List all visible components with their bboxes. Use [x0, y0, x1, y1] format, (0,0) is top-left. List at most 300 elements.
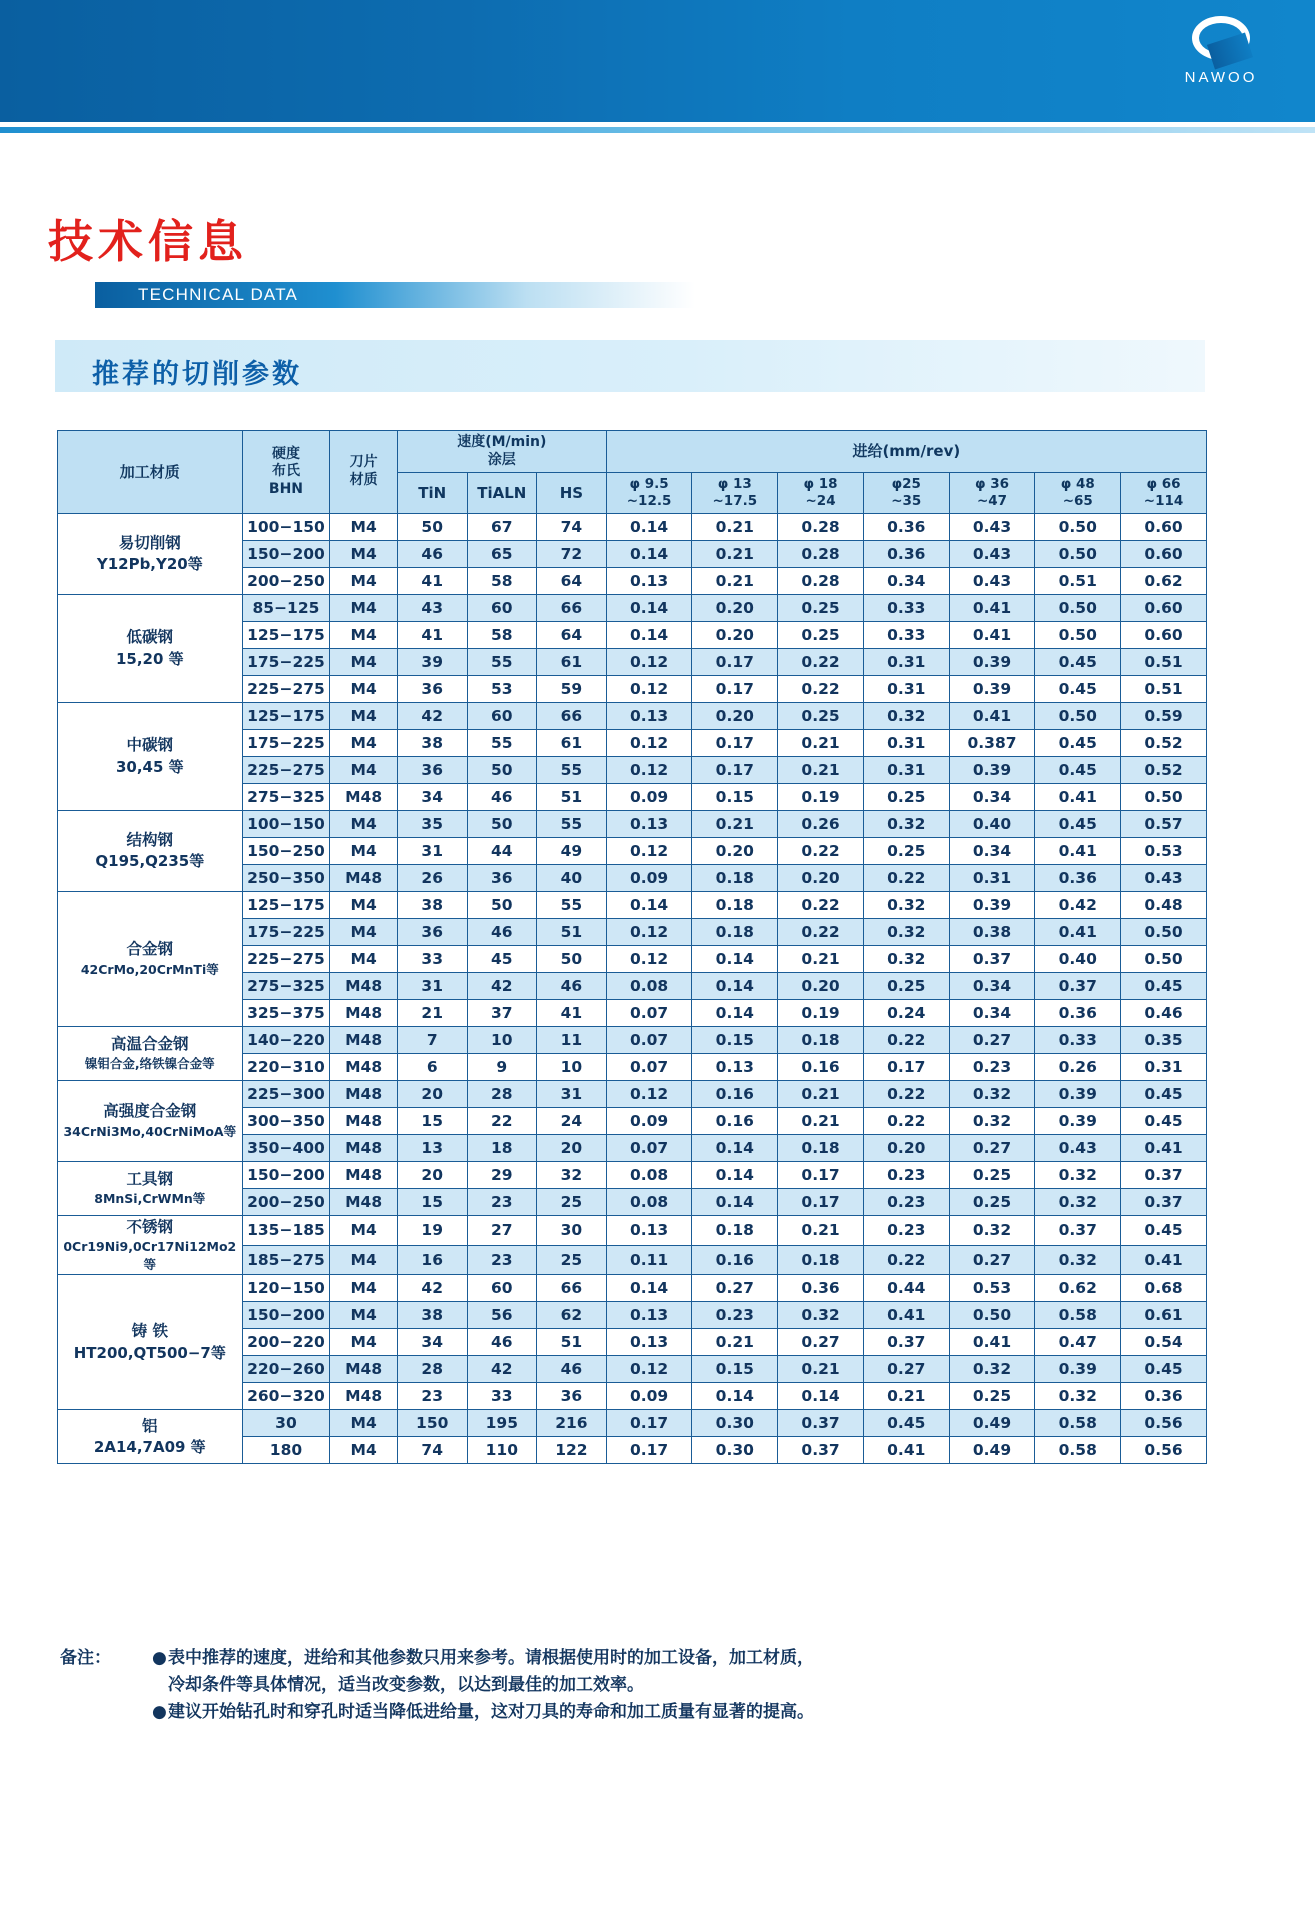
- section-heading: 推荐的切削参数: [92, 359, 302, 390]
- th-feed-group: 进给(mm/rev): [606, 431, 1206, 473]
- speed-hs-cell: 36: [537, 1383, 607, 1410]
- feed-cell-1: 0.27: [692, 1275, 778, 1302]
- insert-cell: M48: [330, 972, 398, 999]
- th-feed-4-l2: ~47: [976, 492, 1008, 509]
- feed-cell-0: 0.12: [606, 756, 692, 783]
- th-feed-4-l1: φ 36: [974, 476, 1010, 492]
- feed-cell-6: 0.35: [1121, 1026, 1207, 1053]
- feed-cell-3: 0.25: [863, 783, 949, 810]
- feed-cell-2: 0.26: [778, 810, 864, 837]
- speed-tialn-cell: 27: [467, 1215, 537, 1245]
- feed-cell-1: 0.20: [692, 594, 778, 621]
- speed-hs-cell: 24: [537, 1107, 607, 1134]
- speed-tialn-cell: 45: [467, 945, 537, 972]
- insert-cell: M4: [330, 945, 398, 972]
- hardness-cell: 225−275: [242, 756, 330, 783]
- feed-cell-2: 0.16: [778, 1053, 864, 1080]
- header-accent-rule: [0, 127, 1315, 133]
- speed-hs-cell: 55: [537, 810, 607, 837]
- speed-tialn-cell: 9: [467, 1053, 537, 1080]
- feed-cell-2: 0.28: [778, 567, 864, 594]
- table-row: [58, 1080, 1207, 1107]
- feed-cell-4: 0.387: [949, 729, 1035, 756]
- feed-cell-1: 0.18: [692, 864, 778, 891]
- speed-tin-cell: 38: [397, 729, 467, 756]
- feed-cell-6: 0.37: [1121, 1161, 1207, 1188]
- feed-cell-4: 0.50: [949, 1302, 1035, 1329]
- speed-tin-cell: 7: [397, 1026, 467, 1053]
- feed-cell-6: 0.52: [1121, 756, 1207, 783]
- feed-cell-3: 0.17: [863, 1053, 949, 1080]
- material-sub-small: 34CrNi3Mo,40CrNiMoA等: [63, 1123, 237, 1139]
- insert-cell: M4: [330, 1215, 398, 1245]
- feed-cell-5: 0.41: [1035, 918, 1121, 945]
- speed-hs-cell: 64: [537, 567, 607, 594]
- feed-cell-5: 0.32: [1035, 1188, 1121, 1215]
- feed-cell-2: 0.25: [778, 702, 864, 729]
- hardness-cell: 275−325: [242, 783, 330, 810]
- feed-cell-1: 0.15: [692, 783, 778, 810]
- th-speed-tialn: TiALN: [467, 473, 537, 514]
- feed-cell-5: 0.45: [1035, 729, 1121, 756]
- feed-cell-2: 0.21: [778, 729, 864, 756]
- speed-tin-cell: 150: [397, 1410, 467, 1437]
- feed-cell-2: 0.19: [778, 783, 864, 810]
- speed-tialn-cell: 55: [467, 648, 537, 675]
- th-feed-5: [1035, 473, 1121, 514]
- feed-cell-4: 0.38: [949, 918, 1035, 945]
- insert-cell: M4: [330, 567, 398, 594]
- speed-tialn-cell: 29: [467, 1161, 537, 1188]
- th-feed-6-l1: φ 66: [1146, 476, 1181, 492]
- feed-cell-1: 0.16: [692, 1245, 778, 1275]
- speed-tin-cell: 41: [397, 567, 467, 594]
- speed-tialn-cell: 42: [467, 1356, 537, 1383]
- speed-hs-cell: 62: [537, 1302, 607, 1329]
- table-row: [58, 1275, 1207, 1302]
- hardness-cell: 125−175: [242, 702, 330, 729]
- feed-cell-6: 0.45: [1121, 1215, 1207, 1245]
- feed-cell-3: 0.32: [863, 810, 949, 837]
- feed-cell-3: 0.25: [863, 837, 949, 864]
- speed-tialn-cell: 50: [467, 810, 537, 837]
- feed-cell-3: 0.23: [863, 1161, 949, 1188]
- feed-cell-0: 0.14: [606, 594, 692, 621]
- hardness-cell: 200−250: [242, 567, 330, 594]
- feed-cell-4: 0.27: [949, 1245, 1035, 1275]
- feed-cell-0: 0.11: [606, 1245, 692, 1275]
- table-row: [58, 513, 1207, 540]
- hardness-cell: 250−350: [242, 864, 330, 891]
- feed-cell-1: 0.14: [692, 945, 778, 972]
- hardness-cell: 175−225: [242, 648, 330, 675]
- speed-tin-cell: 35: [397, 810, 467, 837]
- feed-cell-5: 0.58: [1035, 1410, 1121, 1437]
- speed-tin-cell: 50: [397, 513, 467, 540]
- feed-cell-3: 0.45: [863, 1410, 949, 1437]
- speed-hs-cell: 31: [537, 1080, 607, 1107]
- feed-cell-4: 0.39: [949, 648, 1035, 675]
- speed-hs-cell: 41: [537, 999, 607, 1026]
- hardness-cell: 125−175: [242, 891, 330, 918]
- insert-cell: M4: [330, 513, 398, 540]
- speed-tialn-cell: 50: [467, 891, 537, 918]
- feed-cell-2: 0.17: [778, 1188, 864, 1215]
- feed-cell-0: 0.12: [606, 648, 692, 675]
- speed-tin-cell: 15: [397, 1188, 467, 1215]
- speed-tin-cell: 34: [397, 1329, 467, 1356]
- feed-cell-4: 0.39: [949, 756, 1035, 783]
- feed-cell-2: 0.28: [778, 540, 864, 567]
- page-title: 技术信息: [48, 215, 249, 268]
- feed-cell-5: 0.41: [1035, 783, 1121, 810]
- feed-cell-4: 0.43: [949, 513, 1035, 540]
- th-feed-2-l2: ~24: [805, 492, 836, 509]
- feed-cell-5: 0.62: [1035, 1275, 1121, 1302]
- feed-cell-4: 0.39: [949, 675, 1035, 702]
- speed-hs-cell: 50: [537, 945, 607, 972]
- material-cell: [58, 594, 243, 702]
- feed-cell-0: 0.13: [606, 702, 692, 729]
- feed-cell-0: 0.09: [606, 783, 692, 810]
- insert-cell: M48: [330, 1134, 398, 1161]
- feed-cell-0: 0.12: [606, 945, 692, 972]
- hardness-cell: 100−150: [242, 513, 330, 540]
- speed-hs-cell: 216: [537, 1410, 607, 1437]
- hardness-cell: 140−220: [242, 1026, 330, 1053]
- material-name: 中碳钢: [126, 736, 174, 755]
- feed-cell-3: 0.32: [863, 945, 949, 972]
- speed-tialn-cell: 22: [467, 1107, 537, 1134]
- speed-tialn-cell: 23: [467, 1245, 537, 1275]
- th-feed-0-l1: φ 9.5: [629, 476, 669, 492]
- feed-cell-1: 0.20: [692, 702, 778, 729]
- feed-cell-6: 0.45: [1121, 1107, 1207, 1134]
- th-feed-5-l2: ~65: [1062, 492, 1093, 509]
- hardness-cell: 260−320: [242, 1383, 330, 1410]
- feed-cell-0: 0.14: [606, 621, 692, 648]
- speed-hs-cell: 66: [537, 594, 607, 621]
- speed-tin-cell: 39: [397, 648, 467, 675]
- feed-cell-5: 0.39: [1035, 1107, 1121, 1134]
- insert-cell: M4: [330, 756, 398, 783]
- feed-cell-2: 0.36: [778, 1275, 864, 1302]
- table-row: [58, 1410, 1207, 1437]
- feed-cell-1: 0.16: [692, 1080, 778, 1107]
- speed-tialn-cell: 46: [467, 783, 537, 810]
- speed-tialn-cell: 50: [467, 756, 537, 783]
- feed-cell-3: 0.44: [863, 1275, 949, 1302]
- feed-cell-0: 0.14: [606, 891, 692, 918]
- table-header-row-1: [58, 431, 1207, 473]
- speed-tin-cell: 46: [397, 540, 467, 567]
- hardness-cell: 175−225: [242, 918, 330, 945]
- speed-hs-cell: 55: [537, 891, 607, 918]
- th-feed-3-l2: ~35: [891, 492, 922, 509]
- feed-cell-6: 0.60: [1121, 513, 1207, 540]
- material-name: 铝: [142, 1416, 158, 1435]
- th-feed-1-l2: ~17.5: [712, 492, 758, 509]
- th-feed-5-l1: φ 48: [1060, 476, 1095, 492]
- hardness-cell: 100−150: [242, 810, 330, 837]
- th-feed-6: [1121, 473, 1207, 514]
- th-hardness-l3: BHN: [268, 480, 304, 497]
- speed-hs-cell: 49: [537, 837, 607, 864]
- feed-cell-2: 0.22: [778, 918, 864, 945]
- brand-name: NAWOO: [1184, 69, 1258, 86]
- feed-cell-2: 0.22: [778, 891, 864, 918]
- speed-tialn-cell: 58: [467, 567, 537, 594]
- table-head: [58, 431, 1207, 514]
- feed-cell-1: 0.13: [692, 1053, 778, 1080]
- feed-cell-5: 0.36: [1035, 864, 1121, 891]
- feed-cell-1: 0.17: [692, 648, 778, 675]
- speed-hs-cell: 25: [537, 1245, 607, 1275]
- feed-cell-1: 0.17: [692, 675, 778, 702]
- feed-cell-6: 0.50: [1121, 918, 1207, 945]
- feed-cell-6: 0.60: [1121, 540, 1207, 567]
- feed-cell-5: 0.43: [1035, 1134, 1121, 1161]
- material-cell: [58, 810, 243, 891]
- insert-cell: M48: [330, 1107, 398, 1134]
- speed-tialn-cell: 44: [467, 837, 537, 864]
- speed-tin-cell: 36: [397, 918, 467, 945]
- speed-hs-cell: 32: [537, 1161, 607, 1188]
- speed-tin-cell: 41: [397, 621, 467, 648]
- insert-cell: M4: [330, 891, 398, 918]
- feed-cell-0: 0.12: [606, 729, 692, 756]
- speed-hs-cell: 25: [537, 1188, 607, 1215]
- speed-tin-cell: 13: [397, 1134, 467, 1161]
- feed-cell-6: 0.31: [1121, 1053, 1207, 1080]
- feed-cell-0: 0.12: [606, 1356, 692, 1383]
- hardness-cell: 125−175: [242, 621, 330, 648]
- feed-cell-6: 0.50: [1121, 945, 1207, 972]
- page-subtitle: TECHNICAL DATA: [138, 285, 299, 304]
- feed-cell-5: 0.45: [1035, 648, 1121, 675]
- feed-cell-2: 0.32: [778, 1302, 864, 1329]
- th-hardness-l2: 布氏: [271, 463, 300, 480]
- feed-cell-5: 0.33: [1035, 1026, 1121, 1053]
- insert-cell: M48: [330, 1356, 398, 1383]
- feed-cell-4: 0.32: [949, 1215, 1035, 1245]
- feed-cell-3: 0.25: [863, 972, 949, 999]
- th-hardness-l1: 硬度: [271, 445, 300, 462]
- feed-cell-0: 0.07: [606, 1026, 692, 1053]
- feed-cell-5: 0.50: [1035, 540, 1121, 567]
- hardness-cell: 180: [242, 1437, 330, 1464]
- feed-cell-2: 0.18: [778, 1134, 864, 1161]
- speed-tin-cell: 31: [397, 972, 467, 999]
- hardness-cell: 275−325: [242, 972, 330, 999]
- hardness-cell: 150−200: [242, 540, 330, 567]
- speed-tin-cell: 36: [397, 756, 467, 783]
- speed-tin-cell: 16: [397, 1245, 467, 1275]
- hardness-cell: 225−275: [242, 675, 330, 702]
- speed-hs-cell: 51: [537, 1329, 607, 1356]
- material-sub-small: 镍钼合金,络铁镍合金等: [84, 1056, 215, 1072]
- feed-cell-1: 0.14: [692, 972, 778, 999]
- feed-cell-5: 0.51: [1035, 567, 1121, 594]
- th-insert: [330, 431, 398, 514]
- hardness-cell: 220−310: [242, 1053, 330, 1080]
- feed-cell-3: 0.22: [863, 1245, 949, 1275]
- hardness-cell: 350−400: [242, 1134, 330, 1161]
- feed-cell-0: 0.09: [606, 1383, 692, 1410]
- feed-cell-3: 0.21: [863, 1383, 949, 1410]
- feed-cell-2: 0.21: [778, 1215, 864, 1245]
- feed-cell-0: 0.08: [606, 1188, 692, 1215]
- table-row: [58, 891, 1207, 918]
- insert-cell: M4: [330, 729, 398, 756]
- hardness-cell: 225−300: [242, 1080, 330, 1107]
- speed-tin-cell: 38: [397, 1302, 467, 1329]
- material-sub: 30,45 等: [115, 757, 184, 776]
- speed-hs-cell: 51: [537, 918, 607, 945]
- feed-cell-2: 0.37: [778, 1437, 864, 1464]
- speed-hs-cell: 66: [537, 1275, 607, 1302]
- speed-hs-cell: 74: [537, 513, 607, 540]
- feed-cell-2: 0.19: [778, 999, 864, 1026]
- feed-cell-5: 0.32: [1035, 1161, 1121, 1188]
- material-name: 结构钢: [126, 830, 174, 849]
- material-cell: [58, 1215, 243, 1275]
- feed-cell-3: 0.32: [863, 891, 949, 918]
- feed-cell-3: 0.22: [863, 1026, 949, 1053]
- hardness-cell: 30: [242, 1410, 330, 1437]
- feed-cell-1: 0.14: [692, 1161, 778, 1188]
- speed-hs-cell: 40: [537, 864, 607, 891]
- feed-cell-0: 0.13: [606, 1329, 692, 1356]
- feed-cell-2: 0.22: [778, 675, 864, 702]
- speed-tin-cell: 34: [397, 783, 467, 810]
- insert-cell: M4: [330, 1275, 398, 1302]
- speed-tialn-cell: 56: [467, 1302, 537, 1329]
- feed-cell-4: 0.27: [949, 1134, 1035, 1161]
- note-2: [152, 1699, 1240, 1726]
- feed-cell-1: 0.18: [692, 1215, 778, 1245]
- speed-tialn-cell: 28: [467, 1080, 537, 1107]
- bullet-icon: ●: [152, 1702, 167, 1723]
- insert-cell: M48: [330, 1383, 398, 1410]
- feed-cell-4: 0.34: [949, 837, 1035, 864]
- speed-tialn-cell: 65: [467, 540, 537, 567]
- speed-tialn-cell: 60: [467, 1275, 537, 1302]
- feed-cell-4: 0.27: [949, 1026, 1035, 1053]
- insert-cell: M4: [330, 621, 398, 648]
- th-insert-l1: 刀片: [349, 454, 378, 471]
- th-material: 加工材质: [58, 431, 243, 514]
- feed-cell-1: 0.21: [692, 513, 778, 540]
- insert-cell: M4: [330, 1245, 398, 1275]
- speed-tin-cell: 20: [397, 1080, 467, 1107]
- material-cell: [58, 1275, 243, 1410]
- th-feed-0: [606, 473, 692, 514]
- table-row: [58, 594, 1207, 621]
- feed-cell-6: 0.51: [1121, 648, 1207, 675]
- feed-cell-5: 0.45: [1035, 675, 1121, 702]
- speed-hs-cell: 66: [537, 702, 607, 729]
- feed-cell-1: 0.15: [692, 1356, 778, 1383]
- speed-tin-cell: 31: [397, 837, 467, 864]
- table-body: [58, 513, 1207, 1464]
- hardness-cell: 300−350: [242, 1107, 330, 1134]
- hardness-cell: 150−250: [242, 837, 330, 864]
- feed-cell-5: 0.50: [1035, 513, 1121, 540]
- feed-cell-3: 0.27: [863, 1356, 949, 1383]
- insert-cell: M48: [330, 1026, 398, 1053]
- speed-tin-cell: 21: [397, 999, 467, 1026]
- feed-cell-3: 0.37: [863, 1329, 949, 1356]
- speed-tialn-cell: 23: [467, 1188, 537, 1215]
- speed-hs-cell: 51: [537, 783, 607, 810]
- material-sub: Y12Pb,Y20等: [96, 555, 203, 574]
- material-name: 合金钢: [126, 940, 174, 959]
- speed-tialn-cell: 46: [467, 918, 537, 945]
- feed-cell-3: 0.32: [863, 702, 949, 729]
- speed-tialn-cell: 46: [467, 1329, 537, 1356]
- feed-cell-4: 0.32: [949, 1356, 1035, 1383]
- feed-cell-1: 0.14: [692, 1383, 778, 1410]
- feed-cell-5: 0.45: [1035, 810, 1121, 837]
- speed-tin-cell: 20: [397, 1161, 467, 1188]
- feed-cell-4: 0.25: [949, 1161, 1035, 1188]
- feed-cell-4: 0.43: [949, 540, 1035, 567]
- speed-hs-cell: 11: [537, 1026, 607, 1053]
- feed-cell-6: 0.52: [1121, 729, 1207, 756]
- feed-cell-0: 0.13: [606, 567, 692, 594]
- feed-cell-0: 0.07: [606, 1053, 692, 1080]
- feed-cell-6: 0.41: [1121, 1245, 1207, 1275]
- feed-cell-0: 0.08: [606, 1161, 692, 1188]
- notes-body: [152, 1645, 1240, 1727]
- speed-hs-cell: 61: [537, 729, 607, 756]
- feed-cell-0: 0.13: [606, 1302, 692, 1329]
- speed-tialn-cell: 18: [467, 1134, 537, 1161]
- feed-cell-6: 0.60: [1121, 594, 1207, 621]
- insert-cell: M4: [330, 675, 398, 702]
- feed-cell-0: 0.08: [606, 972, 692, 999]
- th-insert-l2: 材质: [349, 471, 378, 488]
- insert-cell: M4: [330, 1410, 398, 1437]
- feed-cell-2: 0.21: [778, 1356, 864, 1383]
- feed-cell-6: 0.53: [1121, 837, 1207, 864]
- notes-label: 备注：: [60, 1648, 111, 1668]
- insert-cell: M4: [330, 918, 398, 945]
- insert-cell: M4: [330, 702, 398, 729]
- material-name: 高强度合金钢: [103, 1102, 197, 1121]
- speed-tialn-cell: 42: [467, 972, 537, 999]
- feed-cell-0: 0.17: [606, 1437, 692, 1464]
- speed-tialn-cell: 55: [467, 729, 537, 756]
- insert-cell: M48: [330, 999, 398, 1026]
- feed-cell-3: 0.22: [863, 864, 949, 891]
- feed-cell-6: 0.56: [1121, 1410, 1207, 1437]
- feed-cell-6: 0.51: [1121, 675, 1207, 702]
- feed-cell-4: 0.53: [949, 1275, 1035, 1302]
- feed-cell-5: 0.47: [1035, 1329, 1121, 1356]
- speed-tin-cell: 74: [397, 1437, 467, 1464]
- feed-cell-4: 0.25: [949, 1383, 1035, 1410]
- speed-tialn-cell: 10: [467, 1026, 537, 1053]
- feed-cell-6: 0.62: [1121, 567, 1207, 594]
- material-name: 高温合金钢: [111, 1034, 189, 1053]
- speed-tin-cell: 43: [397, 594, 467, 621]
- feed-cell-1: 0.15: [692, 1026, 778, 1053]
- hardness-cell: 225−275: [242, 945, 330, 972]
- feed-cell-0: 0.12: [606, 837, 692, 864]
- material-sub: HT200,QT500−7等: [73, 1343, 226, 1362]
